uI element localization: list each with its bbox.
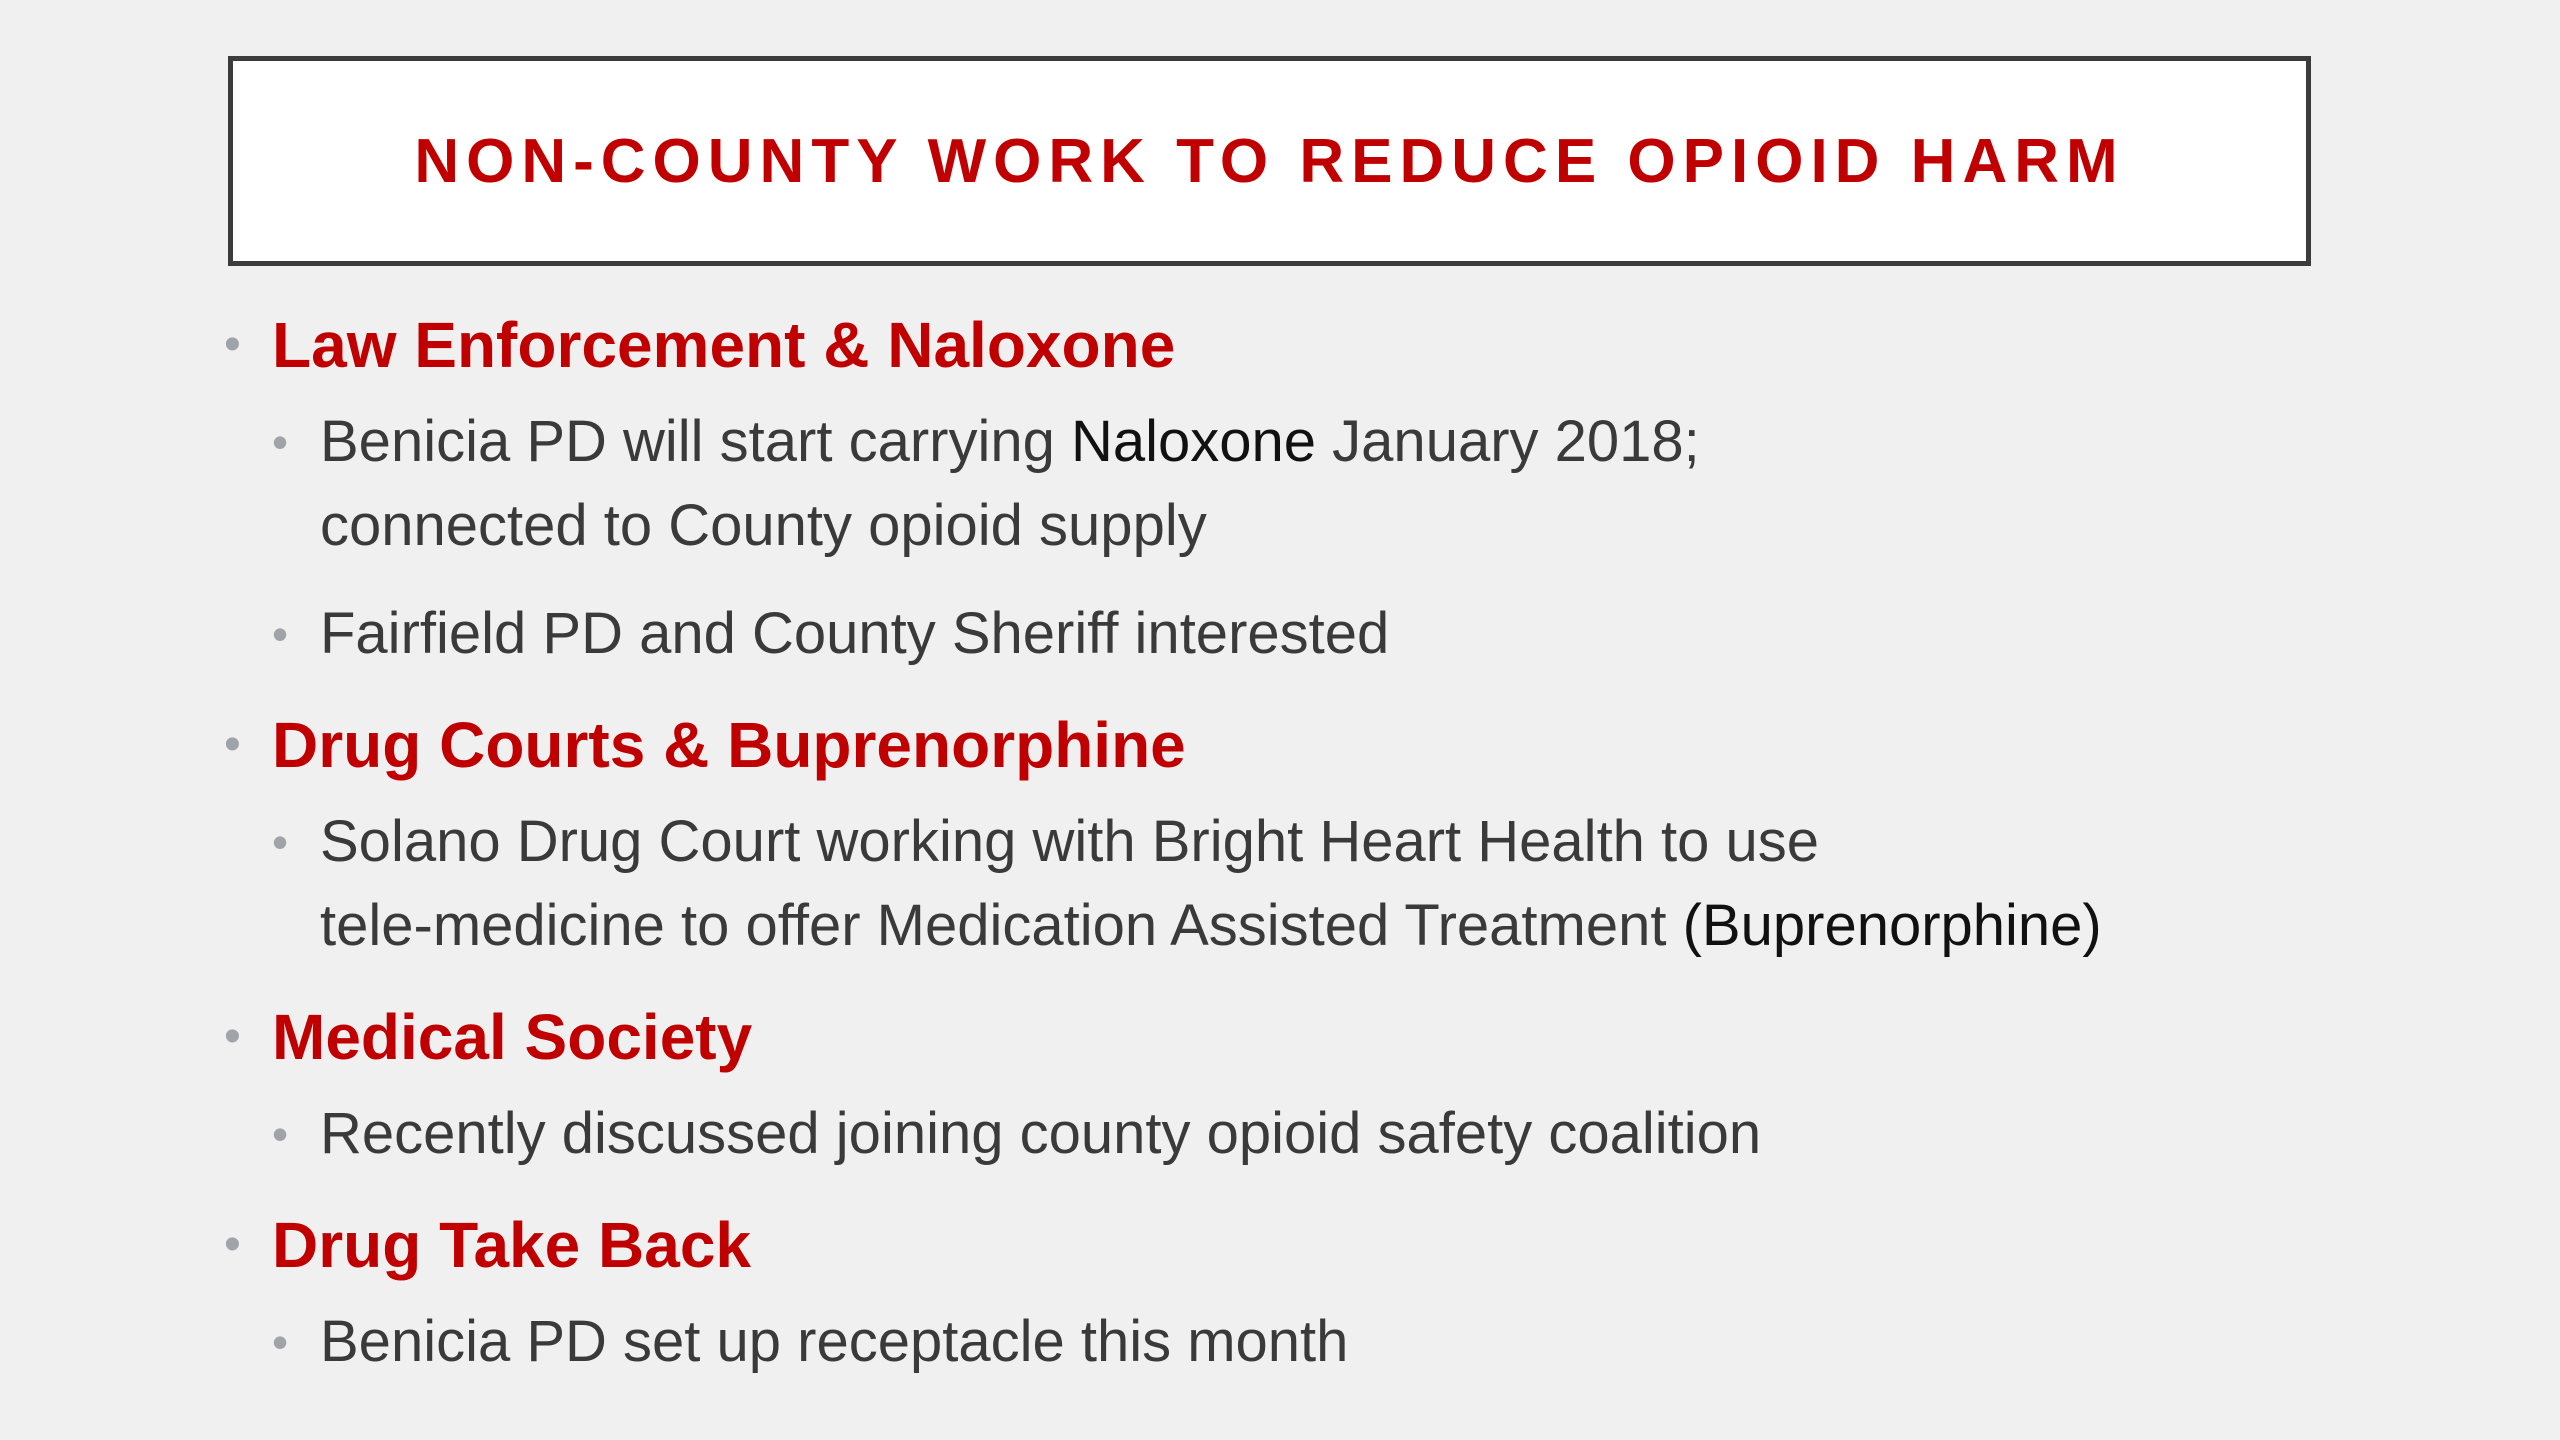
section-heading-drug-courts [224, 700, 2364, 790]
list-item-solano-drug-court [224, 800, 2364, 968]
list-item-coalition [224, 1092, 2364, 1176]
title-box [228, 56, 2311, 266]
item-line: connected to County opioid supply [320, 493, 1207, 558]
item-text: January 2018; [1316, 409, 1700, 474]
section-heading-law-enforcement [224, 300, 2364, 390]
section-heading-text: Drug Courts & Buprenorphine [272, 709, 1186, 781]
item-line [320, 400, 2364, 484]
bullet-icon: • [224, 718, 241, 771]
list-item-receptacle [224, 1300, 2364, 1384]
bullet-icon: • [224, 1218, 241, 1271]
item-text: Benicia PD set up receptacle this month [320, 1309, 1349, 1374]
bullet-icon: • [224, 318, 241, 371]
item-highlight: (Buprenorphine) [1682, 893, 2102, 958]
item-line: Solano Drug Court working with Bright Heart Health to use [320, 809, 1820, 874]
list-item-fairfield [224, 592, 2364, 676]
bullet-icon: • [272, 416, 289, 468]
bullet-icon: • [272, 1316, 289, 1368]
section-heading-drug-take-back [224, 1200, 2364, 1290]
item-highlight: Naloxone [1071, 409, 1317, 474]
item-line [320, 884, 2364, 968]
slide-title: NON-COUNTY WORK TO REDUCE OPIOID HARM [414, 126, 2125, 196]
item-text: Fairfield PD and County Sheriff interested [320, 601, 1390, 666]
bullet-icon: • [272, 608, 289, 660]
item-text: tele-medicine to offer Medication Assisted Treatment [320, 893, 1683, 958]
section-heading-text: Law Enforcement & Naloxone [272, 309, 1176, 381]
section-heading-text: Drug Take Back [272, 1209, 751, 1281]
section-heading-medical-society [224, 992, 2364, 1082]
item-text: Recently discussed joining county opioid safety coalition [320, 1101, 1762, 1166]
list-item-benicia-naloxone [224, 400, 2364, 568]
bullet-icon: • [224, 1010, 241, 1063]
bullet-list [224, 300, 2364, 1408]
section-heading-text: Medical Society [272, 1001, 753, 1073]
bullet-icon: • [272, 1108, 289, 1160]
bullet-icon: • [272, 816, 289, 868]
item-text: Benicia PD will start carrying [320, 409, 1071, 474]
